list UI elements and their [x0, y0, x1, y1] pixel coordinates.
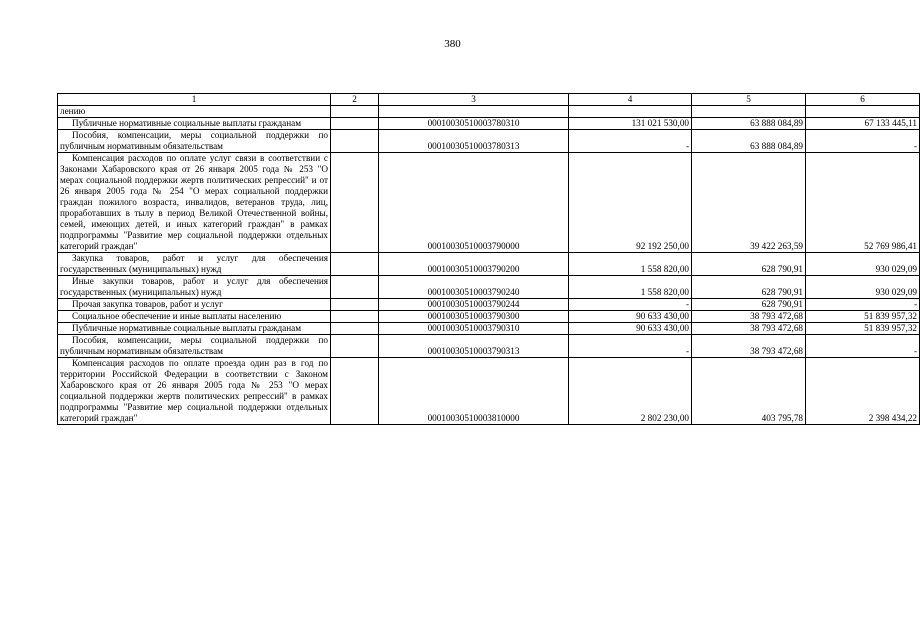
row-value-5: 38 793 472,68 [692, 323, 806, 335]
row-value-4: 1 558 820,00 [569, 253, 692, 276]
row-col2 [331, 118, 379, 130]
row-col2 [331, 253, 379, 276]
row-value-4: 2 802 230,00 [569, 358, 692, 425]
row-value-4: 90 633 430,00 [569, 323, 692, 335]
row-value-5: 38 793 472,68 [692, 311, 806, 323]
row-description: Социальное обеспечение и иные выплаты населению [58, 311, 331, 323]
header-cell: 6 [806, 94, 920, 106]
row-value-5: 63 888 084,89 [692, 118, 806, 130]
table-row [58, 311, 920, 323]
row-col2 [331, 130, 379, 153]
row-value-5: 403 795,78 [692, 358, 806, 425]
row-value-6: 51 839 957,32 [806, 323, 920, 335]
row-col2 [331, 299, 379, 311]
row-description: Публичные нормативные социальные выплаты гражданам [58, 323, 331, 335]
row-description: Компенсация расходов по оплате услуг связи в соответствии с Законами Хабаровского края от 26 января 2005 года № 253 "О мерах социальной поддержки жертв политических репрессий" и от 26 января 2005 года № 254 "О мерах социальной поддержки граждан пожилого возраста, инвалидов, ветеранов труда, лиц, проработавших в тылу в период Великой Отечественной войны, семей, имеющих детей, и иных категорий граждан" в рамках подпрограммы "Развитие мер социальной поддержки отдельных категорий граждан" [58, 153, 331, 253]
row-value-4: 92 192 250,00 [569, 153, 692, 253]
row-col2 [331, 323, 379, 335]
row-description: лению [58, 106, 331, 118]
row-value-6: - [806, 130, 920, 153]
row-code: 00010030510003790200 [379, 253, 569, 276]
row-value-4: - [569, 299, 692, 311]
row-description: Публичные нормативные социальные выплаты гражданам [58, 118, 331, 130]
row-value-4: 1 558 820,00 [569, 276, 692, 299]
row-code: 00010030510003790310 [379, 323, 569, 335]
row-description: Прочая закупка товаров, работ и услуг [58, 299, 331, 311]
table-row [58, 323, 920, 335]
row-value-6 [806, 106, 920, 118]
row-value-5: 628 790,91 [692, 253, 806, 276]
header-cell: 5 [692, 94, 806, 106]
row-description: Иные закупки товаров, работ и услуг для обеспечения государственных (муниципальных) нужд [58, 276, 331, 299]
row-value-5: 39 422 263,59 [692, 153, 806, 253]
row-value-6: 51 839 957,32 [806, 311, 920, 323]
row-col2 [331, 106, 379, 118]
table-row [58, 130, 920, 153]
row-value-5: 628 790,91 [692, 276, 806, 299]
table-header-row [58, 94, 920, 106]
row-value-6: 52 769 986,41 [806, 153, 920, 253]
row-code [379, 106, 569, 118]
row-code: 00010030510003790240 [379, 276, 569, 299]
row-code: 00010030510003790000 [379, 153, 569, 253]
row-value-5: 63 888 084,89 [692, 130, 806, 153]
budget-table [57, 93, 920, 425]
row-value-6: - [806, 335, 920, 358]
row-col2 [331, 276, 379, 299]
row-value-4: 90 633 430,00 [569, 311, 692, 323]
row-code: 00010030510003780313 [379, 130, 569, 153]
row-value-4: - [569, 130, 692, 153]
table-row [58, 153, 920, 253]
row-description: Закупка товаров, работ и услуг для обеспечения государственных (муниципальных) нужд [58, 253, 331, 276]
row-value-5: 38 793 472,68 [692, 335, 806, 358]
table-row [58, 358, 920, 425]
row-code: 00010030510003780310 [379, 118, 569, 130]
table-row [58, 335, 920, 358]
row-code: 00010030510003790313 [379, 335, 569, 358]
row-description: Пособия, компенсации, меры социальной поддержки по публичным нормативным обязательствам [58, 130, 331, 153]
row-description: Пособия, компенсации, меры социальной поддержки по публичным нормативным обязательствам [58, 335, 331, 358]
row-value-6: 930 029,09 [806, 276, 920, 299]
row-col2 [331, 311, 379, 323]
table-row [58, 276, 920, 299]
table-row [58, 253, 920, 276]
header-cell: 2 [331, 94, 379, 106]
row-value-6: 67 133 445,11 [806, 118, 920, 130]
header-cell: 3 [379, 94, 569, 106]
row-value-6: 2 398 434,22 [806, 358, 920, 425]
table-row [58, 118, 920, 130]
row-value-5 [692, 106, 806, 118]
header-cell: 4 [569, 94, 692, 106]
row-value-6: 930 029,09 [806, 253, 920, 276]
row-col2 [331, 358, 379, 425]
row-value-4 [569, 106, 692, 118]
row-col2 [331, 153, 379, 253]
header-cell: 1 [58, 94, 331, 106]
row-code: 00010030510003790300 [379, 311, 569, 323]
row-code: 00010030510003790244 [379, 299, 569, 311]
row-value-5: 628 790,91 [692, 299, 806, 311]
table-row [58, 299, 920, 311]
row-col2 [331, 335, 379, 358]
row-code: 00010030510003810000 [379, 358, 569, 425]
row-value-4: 131 021 530,00 [569, 118, 692, 130]
table-row [58, 106, 920, 118]
row-description: Компенсация расходов по оплате проезда один раз в год по территории Российской Федерации в соответствии с Законом Хабаровского края от 26 января 2005 года № 253 "О мерах социальной поддержки жертв политических репрессий" в рамках подпрограммы "Развитие мер социальной поддержки отдельных категорий граждан" [58, 358, 331, 425]
row-value-6: - [806, 299, 920, 311]
row-value-4: - [569, 335, 692, 358]
page-number: 380 [444, 38, 461, 50]
